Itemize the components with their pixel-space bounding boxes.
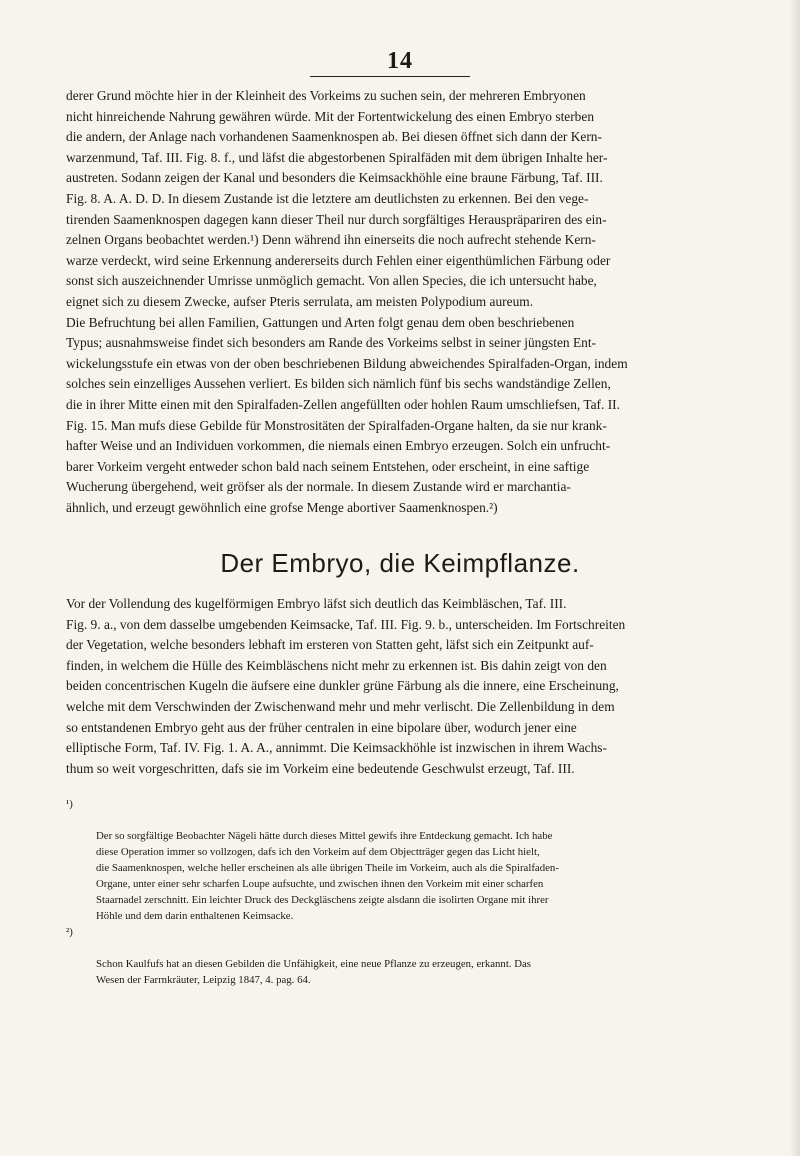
- body-paragraph-2: Vor der Vollendung des kugelförmigen Embryo läfst sich deutlich das Keimbläschen, Taf. III. Fig. 9. a., von dem dasselbe umgebenden Keimsacke, Taf. III. Fig. 9. b., unterscheiden. Im Fortschreiten der Vegetation, welche besonders lebhaft im ersteren von Statten geht, läfst sich ein Zeitpunkt auf- finden, in welchem die Hülle des Keimbläschens nicht mehr zu erkennen ist. Bis dahin zeigt von den beiden concentrischen Kugeln die äufsere eine dunkler grüne Färbung als die innere, eine Erscheinung, welche mit dem Verschwinden der Zwischenwand mehr und mehr verlischt. Die Zellenbildung in dem so entstandenen Embryo geht aus der früher centralen in eine bipolare über, wodurch jener eine elliptische Form, Taf. IV. Fig. 1. A. A., annimmt. Die Keimsackhöhle ist inzwischen in ihrem Wachs- thum so weit vorgeschritten, dafs sie im Vorkeim eine bedeutende Geschwulst erzeugt, Taf. III.: [66, 596, 626, 776]
- footnote-1: [66, 796, 734, 924]
- page-number: 14: [387, 48, 413, 74]
- footnote-2-mark: ²): [66, 926, 73, 938]
- footnote-1-text: Der so sorgfältige Beobachter Nägeli hätte durch dieses Mittel gewifs ihre Entdeckung gemacht. Ich habe diese Operation immer so vollzogen, dafs ich den Vorkeim auf dem Objectträger gegen das Licht hielt, die Saamenknospen, welche heller erscheinen als alle übrigen Theile im Vorkeim, auch als die Spiralfaden- Organe, unter einer sehr scharfen Loupe aufsuchte, und zwischen ihnen den Vorkeim mit einer scharfen Staarnadel zerschnitt. Ein leichter Druck des Deckgläschens zeigte alsdann die isolirten Organe mit ihrer Höhle und dem darin enthaltenen Keimsacke.: [96, 830, 559, 922]
- footnote-2-text: Schon Kaulfufs hat an diesen Gebilden die Unfähigkeit, eine neue Pflanze zu erzeugen, erkannt. Das Wesen der Farrnkräuter, Leipzig 1847, 4. pag. 64.: [96, 958, 532, 986]
- footnote-1-mark: ¹): [66, 798, 73, 810]
- body-paragraph-1: derer Grund möchte hier in der Kleinheit des Vorkeims zu suchen sein, der mehreren Embryonen nicht hinreichende Nahrung gewähren würde. Mit der Fortentwickelung des einen Embryo sterben die andern, der Anlage nach vorhandenen Saamenknospen ab. Bei diesen öffnet sich dann der Kern- warzenmund, Taf. III. Fig. 8. f., und läfst die abgestorbenen Spiralfäden mit dem übrigen Inhalte her- austreten. Sodann zeigen der Kanal und besonders die Keimsackhöhle eine braune Färbung, Taf. III. Fig. 8. A. A. D. D. In diesem Zustande ist die letztere am deutlichsten zu erkennen. Bei den vege- tirenden Saamenknospen dagegen kann dieser Theil nur durch sorgfältiges Herauspräpariren des ein- zelnen Organs beobachtet werden.¹) Denn während ihn einerseits die noch aufrecht stehende Kern- warze verdeckt, wird seine Erkennung andererseits durch Fehlen einer eigenthümlichen Färbung oder sonst sich auszeichnender Umrisse unmöglich gemacht. Von allen Species, die ich untersucht habe, eignet sich zu diesem Zwecke, aufser Pteris serrulata, am meisten Polypodium aureum. Die Befruchtung bei allen Familien, Gattungen und Arten folgt genau dem oben beschriebenen Typus; ausnahmsweise findet sich besonders am Rande des Vorkeims selbst in seiner jüngsten Ent- wickelungsstufe ein etwas von der oben beschriebenen Bildung abweichendes Spiralfaden-Organ, indem solches sein einzelliges Aussehen verliert. Es bilden sich nämlich fünf bis sechs wandständige Zellen, die in ihrer Mitte einen mit den Spiralfaden-Zellen angefüllten oder hohlen Raum umschliefsen, Taf. II. Fig. 15. Man mufs diese Gebilde für Monstrositäten der Spiralfaden-Organe halten, da sie nur krank- hafter Weise und an Individuen vorkommen, die niemals einen Embryo erzeugen. Solch ein unfrucht- barer Vorkeim vergeht entweder schon bald nach seinem Entstehen, oder erscheint, in eine saftige Wucherung übergehend, weit gröfser als der normale. In diesem Zustande wird er marchantia- ähnlich, und erzeugt gewöhnlich eine grofse Menge abortiver Saamenknospen.²): [66, 88, 628, 515]
- header-rule: [310, 76, 470, 77]
- section-heading: Der Embryo, die Keimpflanze.: [220, 548, 580, 578]
- footnote-2: [66, 924, 734, 988]
- footnotes: [66, 796, 734, 988]
- page-edge-shadow: [790, 0, 800, 1156]
